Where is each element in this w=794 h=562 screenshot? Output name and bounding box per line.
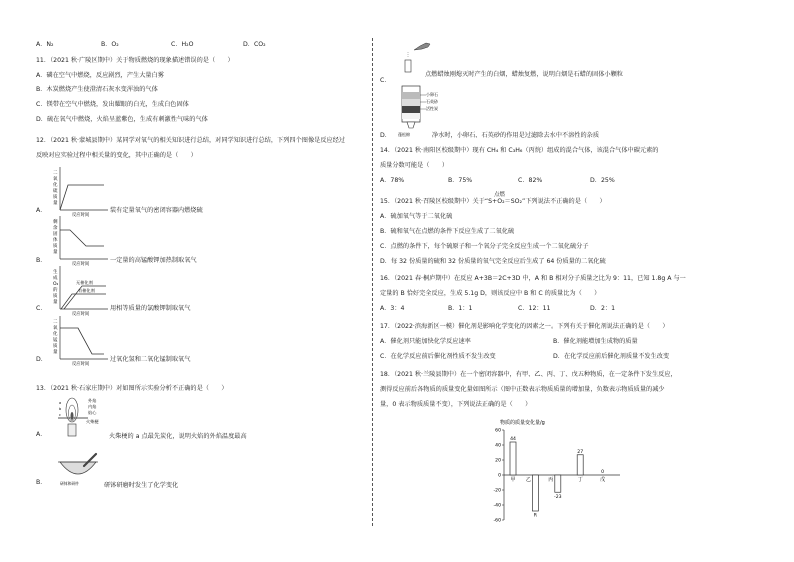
svg-text:研钵和研杵: 研钵和研杵 [60, 481, 79, 486]
q16-option-a[interactable]: A．3：4 [380, 305, 405, 312]
q16-options [380, 305, 615, 313]
q15-stem: 15．（2021 秋·召陵区校级期中）关于“S+O₂＝SO₂”下列说法不正确的是（ ） [380, 198, 606, 205]
q16-stem-line2: 定量的 B 恰好完全反应，生成 5.1g D，则该反应中 B 和 C 的质量比为（ ） [380, 290, 601, 297]
q12-option-a-letter[interactable]: A． [36, 207, 47, 214]
match-hand [414, 43, 430, 50]
q13-option-c-letter[interactable]: C． [380, 77, 391, 84]
svg-text:量: 量 [53, 350, 58, 355]
q17-options-row1 [380, 338, 638, 346]
q12-b-caption: 一定量的高锰酸钾加热制取氧气 [110, 257, 197, 264]
svg-text:质: 质 [53, 195, 58, 200]
q12-option-c-letter[interactable]: C． [36, 305, 47, 312]
svg-text:量: 量 [53, 201, 58, 206]
category-label: 丁 [577, 477, 583, 483]
svg-text:硫: 硫 [53, 189, 58, 194]
svg-text:反应时间: 反应时间 [72, 262, 90, 266]
category-label: 戊 [600, 477, 606, 483]
q13-b-caption: 研钵研磨时发生了化学变化 [104, 482, 179, 489]
cotton-layer [402, 113, 420, 119]
option-d[interactable]: D．CO₂ [243, 41, 266, 48]
column-divider [372, 38, 373, 526]
svg-text:量: 量 [53, 250, 58, 255]
q11-option-b[interactable]: B．木炭燃烧产生使澄清石灰水变浑浊的气体 [36, 86, 158, 93]
q12-c-legend-2: 有催化剂 [78, 288, 95, 293]
q13-a-caption: 火柴梗的 a 点最先炭化，说明火焰的外焰温度最高 [109, 433, 247, 440]
q11-stem: 11．（2021 秋·广陵区期中）关于物质燃烧的现象描述错误的是（ ） [36, 57, 234, 64]
y-tick-label: 20 [495, 458, 501, 464]
q16-stem-line1: 16．（2021 春·桐庐期中）在反应 A+3B＝2C+3D 中，A 和 B 相对分子质量之比为 9：11，已知 1.8g A 与一 [380, 275, 686, 282]
y-tick-label: 60 [495, 428, 501, 434]
q12-option-b-letter[interactable]: B． [36, 257, 47, 264]
q13-option-b-letter[interactable]: B． [36, 479, 47, 486]
q15-option-b[interactable]: B．硫和氧气在点燃的条件下反应生成了二氧化硫 [380, 228, 515, 235]
q15-option-c[interactable]: C．点燃的条件下，每个硫原子和一个氧分子完全反应生成一个二氧化硫分子 [380, 243, 589, 250]
svg-text:剩: 剩 [53, 220, 58, 225]
y-tick-label: -60 [493, 518, 501, 524]
y-tick-label: -20 [493, 488, 501, 494]
q14-option-d[interactable]: D．25% [590, 177, 615, 184]
q15-reaction-condition: 点燃 [494, 192, 506, 198]
q14-option-a[interactable]: A．78% [380, 177, 405, 184]
svg-text:内焰: 内焰 [88, 404, 97, 409]
q17-option-c[interactable]: C．在化学反应前后催化剂性质不发生改变 [380, 353, 496, 360]
q11-option-c[interactable]: C．镁带在空气中燃烧，发出耀眼的白光，生成白色固体 [36, 101, 189, 108]
sand-layer [402, 99, 420, 106]
q13-option-d-letter[interactable]: D． [380, 132, 391, 139]
svg-text:二: 二 [53, 320, 58, 325]
q16-option-d[interactable]: D．2：1 [590, 305, 616, 312]
q13-stem: 13．（2021 秋·石家庄期中）对如图所示实验分析不正确的是（ ） [36, 385, 228, 392]
q12-graph-c [52, 264, 112, 316]
y-tick-label: -40 [493, 503, 501, 509]
y-tick-label: 40 [495, 443, 501, 449]
data-label: 0 [601, 470, 605, 475]
bar-乙 [532, 475, 538, 511]
svg-text:化: 化 [53, 183, 58, 188]
svg-text:化: 化 [53, 332, 58, 337]
q15-option-d[interactable]: D．每 32 份质量的硫和 32 份质量的氧气完全反应后生成了 64 份质量的二氧化硫 [380, 258, 606, 265]
svg-text:氧: 氧 [53, 326, 58, 331]
svg-text:量: 量 [53, 300, 58, 305]
q12-stem-line1: 12．（2021 秋·蒙城县期中）某同学对氧气的相关知识进行总结，对同学知识进行总结，下列四个图像是反应经过 [36, 137, 346, 144]
svg-text:小卵石: 小卵石 [426, 92, 438, 97]
q12-d-caption: 过氧化氢和二氧化锰制取氧气 [110, 356, 191, 363]
q17-option-b[interactable]: B．催化剂能增加生成物的质量 [553, 338, 638, 345]
mortar-pestle-figure [54, 452, 102, 488]
option-b[interactable]: B．O₂ [101, 41, 119, 48]
q12-c-legend-1: 无催化剂 [76, 280, 93, 285]
q18-stem-line2: 测得反应前后各物质的质量变化量如图所示（图中正数表示物质质量的增加量，负数表示物质质量的减少 [380, 386, 665, 393]
data-label: 27 [577, 449, 584, 455]
svg-text:反应时间: 反应时间 [72, 362, 90, 366]
q12-a-ylabel-char1: 二 [53, 171, 58, 176]
q12-graph-a [52, 165, 112, 217]
svg-text:锰: 锰 [53, 338, 58, 343]
q11-option-d[interactable]: D．硫在氧气中燃烧，火焰呈蓝紫色，生成有刺激性气味的气体 [36, 116, 208, 123]
svg-text:O₂: O₂ [53, 282, 59, 287]
bar-丁 [577, 455, 583, 475]
data-label: 44 [510, 437, 516, 442]
svg-text:的: 的 [53, 288, 58, 293]
carbon-layer [402, 106, 420, 113]
water-filter-figure [394, 84, 446, 138]
data-label: -23 [554, 494, 562, 500]
data-label: R [533, 513, 538, 519]
svg-text:体: 体 [53, 238, 58, 243]
q14-options [380, 177, 615, 185]
q17-options-row2 [380, 353, 669, 361]
svg-text:反应时间: 反应时间 [72, 312, 90, 316]
q12-a-xlabel: 反应时间 [72, 213, 90, 217]
q14-option-c[interactable]: C．82% [518, 177, 543, 184]
q10-options [36, 41, 266, 49]
svg-text:蓬松棉: 蓬松棉 [398, 132, 410, 137]
svg-text:活性炭: 活性炭 [426, 106, 438, 111]
svg-text:氧: 氧 [53, 177, 58, 182]
q11-option-a[interactable]: A．磷在空气中燃烧，反应剧烈，产生大量白雾 [36, 72, 164, 79]
q12-graph-b [52, 214, 112, 266]
bar-丙 [555, 475, 561, 492]
candle [405, 60, 411, 72]
q12-c-curve-2 [61, 294, 106, 309]
q14-stem-line2: 质量分数可能是（ ） [380, 162, 449, 169]
q17-stem: 17．（2022·滨海新区一模）催化剂是影响化学变化的因素之一。下列有关于催化剂说法正确的是（ ） [380, 323, 669, 330]
q12-option-d-letter[interactable]: D． [36, 356, 47, 363]
q12-d-curve [60, 328, 104, 354]
q17-option-a[interactable]: A．催化剂只能加快化学反应速率 [380, 338, 471, 345]
q18-stem-line3: 量，0 表示物质质量不变），下列说法正确的是（ ） [380, 401, 532, 408]
svg-text:外焰: 外焰 [88, 398, 97, 403]
svg-text:b: b [59, 407, 62, 411]
q12-b-curve [60, 230, 104, 246]
chart-title: 物质的质量变化量/g [500, 420, 545, 426]
q14-stem-line1: 14．（2021 秋·南阳区校级期中）现有 CH₄ 和 C₃H₆（丙烷）组成的混合气体，该混合气体中碳元素的 [380, 147, 659, 154]
svg-text:石英砂: 石英砂 [426, 99, 438, 104]
q12-a-curve [60, 185, 104, 210]
q12-stem-line2: 反映对应实验过程中相关量的变化，其中正确的是（ ） [36, 152, 197, 159]
q13-option-a-letter[interactable]: A． [36, 431, 47, 438]
q12-a-caption: 装有定量氧气的密闭容器内燃烧硫 [110, 207, 203, 214]
svg-text:a: a [59, 401, 62, 405]
q18-stem-line1: 18．（2021 秋·兰陵县期中）在一个密闭容器中，有甲、乙、丙、丁、戊五种物质，在一定条件下发生反应， [380, 371, 677, 378]
bar-甲 [510, 442, 516, 475]
svg-text:余: 余 [53, 226, 58, 231]
q16-option-b[interactable]: B．1：1 [448, 305, 473, 312]
svg-text:固: 固 [53, 232, 58, 237]
mass-change-bar-chart [484, 416, 624, 526]
option-a[interactable]: A．N₂ [36, 41, 54, 48]
svg-text:质: 质 [53, 294, 58, 299]
q12-graph-d [52, 314, 112, 366]
svg-text:c: c [59, 413, 61, 417]
q15-option-a[interactable]: A．硫加氧气等于二氧化硫 [380, 213, 453, 220]
svg-text:质: 质 [53, 344, 58, 349]
q13-c-caption: 点燃蜡烛刚熄灭时产生的白烟，蜡烛复燃，说明白烟是石蜡的固体小颗粒 [425, 71, 623, 78]
svg-text:生: 生 [53, 270, 58, 275]
option-c[interactable]: C．H₂O [171, 41, 194, 48]
y-tick-label: 0 [498, 473, 501, 479]
q16-option-c[interactable]: C．12：11 [518, 305, 551, 312]
q13-d-caption: 净水时，小卵石、石英砂的作用是过滤除去水中不溶性的杂质 [432, 132, 600, 139]
svg-text:焰心: 焰心 [88, 410, 97, 415]
pebble-layer [402, 92, 420, 99]
q17-option-d[interactable]: D．在化学反应前后催化剂质量不发生改变 [553, 353, 670, 360]
svg-text:火柴梗: 火柴梗 [86, 419, 99, 424]
candle-flame-figure [56, 396, 108, 440]
category-label: 乙 [525, 477, 531, 483]
category-label: 丙 [548, 477, 554, 483]
svg-text:质: 质 [53, 244, 58, 249]
category-label: 甲 [510, 477, 516, 483]
q14-option-b[interactable]: B．75% [448, 177, 473, 184]
q12-c-caption: 用相等质量的氯酸钾制取氧气 [110, 305, 191, 312]
svg-text:成: 成 [53, 276, 58, 281]
